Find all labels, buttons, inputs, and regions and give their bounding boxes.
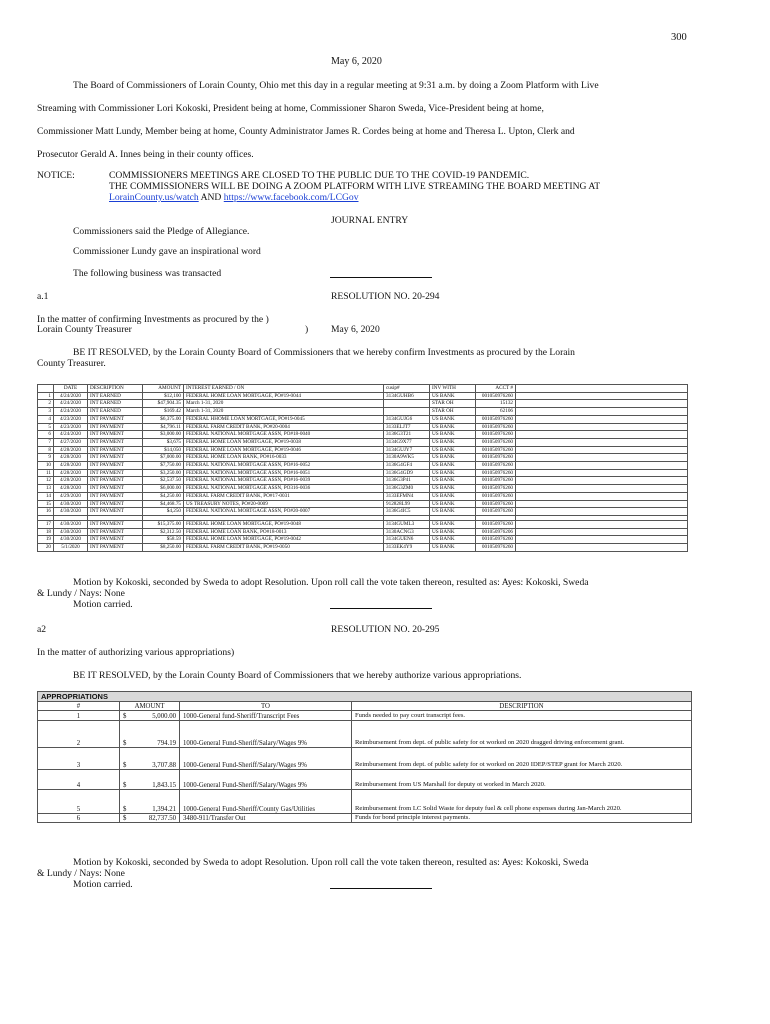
appropriation-to: 3480-911/Transfer Out xyxy=(180,814,352,823)
investments-cell: FEDERAL HOME LOAN MORTGAGE, PO#19-0048 xyxy=(184,520,384,528)
investments-cell: 3134G9X77 xyxy=(384,438,430,446)
appropriation-amount: 794.19 xyxy=(157,740,176,747)
res1-resolved-line-2: County Treasurer. xyxy=(37,358,106,369)
appropriation-description: Funds needed to pay court transcript fees. xyxy=(352,711,692,721)
investments-cell: 19 xyxy=(38,536,54,544)
business-line: The following business was transacted xyxy=(73,268,222,279)
investments-cell: 001050976260 xyxy=(476,544,516,552)
appropriation-dollar-sign: $ xyxy=(123,762,127,769)
investments-cell: 3136G4GF4 xyxy=(384,462,430,470)
investments-cell: FEDERAL HOME LOAN MORTGAGE, PO#19-0046 xyxy=(184,446,384,454)
investments-cell: INT PAYMENT xyxy=(88,528,143,536)
intro-line-3: Commissioner Matt Lundy, Member being at home, County Administrator James R. Cordes being at home and Theresa L. Upton, Clerk and xyxy=(37,126,575,137)
investments-cell: 3 xyxy=(38,408,54,416)
appropriation-amount-cell xyxy=(120,770,180,790)
investments-cell: FEDERAL FARM CREDIT BANK, PO#20-0004 xyxy=(184,423,384,431)
investments-spacer-cell xyxy=(516,385,688,393)
investments-cell: US BANK xyxy=(430,431,476,439)
investments-cell: $8,250.00 xyxy=(143,544,184,552)
investments-header-cell: DATE xyxy=(54,385,88,393)
investments-header-cell xyxy=(38,385,54,393)
investments-cell: 3130ACNG3 xyxy=(384,528,430,536)
investments-cell: 001050976260 xyxy=(476,536,516,544)
appropriation-description: Reimbursement from LC Solid Waste for deputy fuel & cell phone expenses during Jan-March 2020. xyxy=(352,790,692,814)
investments-cell: $3,675 xyxy=(143,438,184,446)
res1-matter-line-1: In the matter of confirming Investments as procured by the ) xyxy=(37,314,269,325)
investments-cell: INT PAYMENT xyxy=(88,446,143,454)
appropriation-amount-cell xyxy=(120,748,180,770)
res1-label: a.1 xyxy=(37,291,49,302)
appropriation-number: 5 xyxy=(38,790,120,814)
investments-cell: 912828L99 xyxy=(384,500,430,508)
res2-label: a2 xyxy=(37,624,47,635)
investments-cell: US BANK xyxy=(430,423,476,431)
investments-cell: FEDERAL NATIONAL MORTGAGE ASSN, PO316-0036 xyxy=(184,485,384,493)
investments-cell: US BANK xyxy=(430,536,476,544)
investments-cell: INT PAYMENT xyxy=(88,469,143,477)
investments-cell: FEDERAL HOME LOAN MORTGAGE, PO#19-0038 xyxy=(184,438,384,446)
investments-row xyxy=(38,446,688,454)
investments-cell: FEDERAL HHOME LOAN MORTGAGE, PO#19-0045 xyxy=(184,415,384,423)
investments-cell: US BANK xyxy=(430,454,476,462)
appropriation-dollar-sign: $ xyxy=(123,713,127,720)
investments-cell: 001050976260 xyxy=(476,520,516,528)
investments-cell: INT PAYMENT xyxy=(88,536,143,544)
investments-cell: INT PAYMENT xyxy=(88,485,143,493)
investments-spacer-cell xyxy=(516,446,688,454)
investments-cell: $169.42 xyxy=(143,408,184,416)
investments-spacer-cell xyxy=(516,392,688,400)
intro-line-2: Streaming with Commissioner Lori Kokoski, President being at home, Commissioner Sharon Sweda, Vice-President being at home, xyxy=(37,103,544,114)
investments-spacer-cell xyxy=(516,423,688,431)
investments-spacer-cell xyxy=(516,528,688,536)
investments-cell: 4/24/2020 xyxy=(54,408,88,416)
res2-number: RESOLUTION NO. 20-295 xyxy=(331,624,440,635)
notice-label: NOTICE: xyxy=(37,170,75,181)
investments-cell: INT PAYMENT xyxy=(88,462,143,470)
appropriation-dollar-sign: $ xyxy=(123,782,127,789)
signature-rule xyxy=(330,268,432,278)
investments-cell: 62106 xyxy=(476,408,516,416)
investments-row xyxy=(38,536,688,544)
investments-cell: US BANK xyxy=(430,392,476,400)
investments-cell: 4/24/2020 xyxy=(54,400,88,408)
appropriation-amount: 5,000.00 xyxy=(152,713,176,720)
res2-motion-line-1: Motion by Kokoski, seconded by Sweda to adopt Resolution. Upon roll call the vote taken thereon, resulted as: Ayes: Kokoski, Sweda xyxy=(73,857,589,868)
res1-motion-line-2: & Lundy / Nays: None xyxy=(37,588,125,599)
investments-cell: 4/24/2020 xyxy=(54,431,88,439)
investments-cell: FEDERAL HOME LOAN BANK, PO#16-0033 xyxy=(184,454,384,462)
investments-cell: INT PAYMENT xyxy=(88,500,143,508)
investments-cell: US BANK xyxy=(430,528,476,536)
investments-row xyxy=(38,400,688,408)
investments-cell: US BANK xyxy=(430,492,476,500)
investments-cell: $3,250.00 xyxy=(143,469,184,477)
facebook-link[interactable]: https://www.facebook.com/LCGov xyxy=(223,192,359,203)
investments-cell: 5 xyxy=(38,423,54,431)
investments-cell: FEDERAL FARM CREDIT BANK, PO#17-0031 xyxy=(184,492,384,500)
investments-row xyxy=(38,431,688,439)
investments-cell: INT PAYMENT xyxy=(88,492,143,500)
investments-cell: 3136G4IC5 xyxy=(384,508,430,516)
investments-row xyxy=(38,415,688,423)
res1-paren: ) xyxy=(305,324,309,335)
res2-motion-carried: Motion carried. xyxy=(73,879,133,890)
investments-row xyxy=(38,477,688,485)
investments-cell: $6,375.00 xyxy=(143,415,184,423)
investments-cell: 3136G3ZM0 xyxy=(384,485,430,493)
investments-header-cell: cusip# xyxy=(384,385,430,393)
appropriations-header-cell: AMOUNT xyxy=(120,702,180,711)
investments-cell: 001050976260 xyxy=(476,415,516,423)
investments-cell: INT PAYMENT xyxy=(88,454,143,462)
investments-cell: US BANK xyxy=(430,477,476,485)
investments-cell: 001050976260 xyxy=(476,500,516,508)
investments-cell: 3136G3T21 xyxy=(384,431,430,439)
watch-link[interactable]: LorainCounty.us/watch xyxy=(109,192,199,203)
investments-cell: $7,750.00 xyxy=(143,462,184,470)
investments-cell: 13 xyxy=(38,485,54,493)
investments-row xyxy=(38,492,688,500)
investments-row xyxy=(38,528,688,536)
appropriations-table xyxy=(37,691,692,823)
notice-and: AND xyxy=(198,192,224,203)
investments-cell: US BANK xyxy=(430,508,476,516)
investments-cell: 001050976260 xyxy=(476,485,516,493)
investments-cell: 12 xyxy=(38,477,54,485)
appropriation-amount: 82,737.50 xyxy=(148,815,176,822)
investments-spacer-cell xyxy=(516,415,688,423)
investments-cell: FEDERAL NATIONAL MORTGAGE ASSN, PO#16-0052 xyxy=(184,462,384,470)
investments-cell: FEDERAL NATIONAL MORTGAGE ASSN, PO#16-0039 xyxy=(184,477,384,485)
investments-cell: March 1-31, 2020 xyxy=(184,400,384,408)
investments-cell: US BANK xyxy=(430,446,476,454)
investments-cell: $4,796.11 xyxy=(143,423,184,431)
investments-row xyxy=(38,423,688,431)
investments-cell: 4/29/2020 xyxy=(54,492,88,500)
investments-cell: 4/28/2020 xyxy=(54,446,88,454)
intro-line-1: The Board of Commissioners of Lorain County, Ohio met this day in a regular meeting at 9:31 a.m. by doing a Zoom Platform with Live xyxy=(73,80,599,91)
investments-cell: 4/28/2020 xyxy=(54,454,88,462)
investments-header-cell: ACCT # xyxy=(476,385,516,393)
investments-spacer-cell xyxy=(516,536,688,544)
investments-spacer-cell xyxy=(516,400,688,408)
investments-row xyxy=(38,462,688,470)
investments-row xyxy=(38,500,688,508)
res1-number: RESOLUTION NO. 20-294 xyxy=(331,291,440,302)
investments-spacer-cell xyxy=(516,454,688,462)
investments-cell: 001050976260 xyxy=(476,508,516,516)
appropriation-amount: 3,707.88 xyxy=(152,762,176,769)
investments-cell: 5/1/2020 xyxy=(54,544,88,552)
investments-row xyxy=(38,454,688,462)
investments-cell: 7 xyxy=(38,438,54,446)
investments-cell: US BANK xyxy=(430,438,476,446)
investments-row xyxy=(38,438,688,446)
investments-cell: 15 xyxy=(38,500,54,508)
investments-cell: 17 xyxy=(38,520,54,528)
intro-line-4: Prosecutor Gerald A. Innes being in their county offices. xyxy=(37,149,254,160)
appropriations-header-cell: # xyxy=(38,702,120,711)
investments-cell: 4/30/2020 xyxy=(54,520,88,528)
investments-header-cell: AMOUNT xyxy=(143,385,184,393)
investments-cell: 001050976260 xyxy=(476,492,516,500)
investments-cell: INT PAYMENT xyxy=(88,415,143,423)
investments-cell: 1 xyxy=(38,392,54,400)
investments-cell: 4/28/2020 xyxy=(54,485,88,493)
appropriation-number: 1 xyxy=(38,711,120,721)
appropriations-header-cell: DESCRIPTION xyxy=(352,702,692,711)
pledge-line: Commissioners said the Pledge of Allegiance. xyxy=(73,226,250,237)
investments-cell: 001050976260 xyxy=(476,392,516,400)
investments-spacer-cell xyxy=(516,477,688,485)
investments-cell: FEDERAL FARM CREDIT BANK, PO#19-0050 xyxy=(184,544,384,552)
investments-cell: 3134GUML3 xyxy=(384,520,430,528)
investments-cell: INT PAYMENT xyxy=(88,423,143,431)
investments-row xyxy=(38,392,688,400)
investments-cell: US BANK xyxy=(430,469,476,477)
investments-row xyxy=(38,544,688,552)
res1-matter-line-2: Lorain County Treasurer xyxy=(37,324,132,335)
investments-cell: 2 xyxy=(38,400,54,408)
investments-cell: 3136G4GD9 xyxy=(384,469,430,477)
investments-cell: FEDERAL NATIONAL MORTGAGE ASSN, PO#16-0051 xyxy=(184,469,384,477)
appropriations-row xyxy=(38,814,692,823)
appropriations-row xyxy=(38,748,692,770)
investments-spacer-cell xyxy=(516,469,688,477)
appropriations-row xyxy=(38,721,692,748)
investments-cell: 4/30/2020 xyxy=(54,536,88,544)
investments-cell: FEDERAL NATIONAL MORTGAGE ASSN, PO#18-0040 xyxy=(184,431,384,439)
investments-cell: FEDERAL HOME LOAN MORTGAGE, PO#19-0042 xyxy=(184,536,384,544)
res1-signature-rule xyxy=(330,599,432,609)
investments-cell: 4/27/2020 xyxy=(54,438,88,446)
meeting-date: May 6, 2020 xyxy=(331,56,382,67)
appropriation-amount: 1,843.15 xyxy=(152,782,176,789)
investments-cell: US BANK xyxy=(430,485,476,493)
investments-cell: $47,904.35 xyxy=(143,400,184,408)
appropriations-row xyxy=(38,770,692,790)
investments-cell: 4/30/2020 xyxy=(54,528,88,536)
investments-cell: 4/28/2020 xyxy=(54,462,88,470)
investments-cell: US BANK xyxy=(430,415,476,423)
appropriation-number: 4 xyxy=(38,770,120,790)
investments-header-cell: INV WITH xyxy=(430,385,476,393)
investments-cell: FEDERAL NATIONAL MORTGAGE ASSN, PO#20-0007 xyxy=(184,508,384,516)
investments-cell: INT PAYMENT xyxy=(88,438,143,446)
investments-spacer-cell xyxy=(516,462,688,470)
investments-cell: 3133EFMN4 xyxy=(384,492,430,500)
investments-cell: 001050976260 xyxy=(476,462,516,470)
investments-cell: INT PAYMENT xyxy=(88,477,143,485)
investments-cell: 001050976260 xyxy=(476,431,516,439)
investments-spacer-cell xyxy=(516,431,688,439)
investments-cell: US TREASURY NOTES, PO#20-0009 xyxy=(184,500,384,508)
investments-cell: 18 xyxy=(38,528,54,536)
investments-cell: 15132 xyxy=(476,400,516,408)
investments-cell: 4/23/2020 xyxy=(54,415,88,423)
investments-cell: 3134GUHB6 xyxy=(384,392,430,400)
investments-cell: 3134GUJG6 xyxy=(384,415,430,423)
appropriation-number: 6 xyxy=(38,814,120,823)
investments-cell: $14,050 xyxy=(143,446,184,454)
appropriations-header-cell: TO xyxy=(180,702,352,711)
investments-cell: INT EARNED xyxy=(88,392,143,400)
appropriation-description: Reimbursement from dept. of public safety for ot worked on 2020 dragged driving enforcement grant. xyxy=(352,721,692,748)
res1-motion-carried: Motion carried. xyxy=(73,599,133,610)
investments-cell: $12,100 xyxy=(143,392,184,400)
investments-row xyxy=(38,408,688,416)
notice-links xyxy=(109,192,359,203)
appropriation-to: 1000-General fund-Sheriff/Transcript Fees xyxy=(180,711,352,721)
investments-cell: 001050976260 xyxy=(476,477,516,485)
investments-cell: $2,537.50 xyxy=(143,477,184,485)
investments-cell: 10 xyxy=(38,462,54,470)
investments-row xyxy=(38,485,688,493)
investments-cell: 4/30/2020 xyxy=(54,500,88,508)
investments-cell: 16 xyxy=(38,508,54,516)
investments-cell: 4/28/2020 xyxy=(54,477,88,485)
investments-cell: INT PAYMENT xyxy=(88,544,143,552)
investments-cell: $4,468.75 xyxy=(143,500,184,508)
appropriation-dollar-sign: $ xyxy=(123,806,127,813)
investments-cell xyxy=(384,408,430,416)
appropriation-amount-cell xyxy=(120,790,180,814)
investments-cell: US BANK xyxy=(430,544,476,552)
investments-spacer-cell xyxy=(516,520,688,528)
investments-cell: $6,000.00 xyxy=(143,485,184,493)
appropriations-row xyxy=(38,711,692,721)
appropriation-number: 3 xyxy=(38,748,120,770)
investments-cell: INT PAYMENT xyxy=(88,431,143,439)
investments-header-cell: INTEREST EARNED / ON xyxy=(184,385,384,393)
appropriation-to: 1000-General Fund-Sheriff/Salary/Wages 9% xyxy=(180,770,352,790)
investments-cell: $2,312.50 xyxy=(143,528,184,536)
investments-header-cell: DESCRIPTION xyxy=(88,385,143,393)
appropriation-number: 2 xyxy=(38,721,120,748)
appropriation-description: Reimbursement from dept. of public safety for ot worked on 2020 IDEP/STEP grant for March 2020. xyxy=(352,748,692,770)
investments-cell: $4,250.00 xyxy=(143,492,184,500)
investments-header-row xyxy=(38,385,688,393)
investments-cell: 3134GUEN6 xyxy=(384,536,430,544)
appropriation-amount: 1,394.21 xyxy=(152,806,176,813)
page-number: 300 xyxy=(671,32,687,43)
appropriation-amount-cell xyxy=(120,721,180,748)
investments-cell: INT EARNED xyxy=(88,400,143,408)
investments-cell: INT PAYMENT xyxy=(88,508,143,516)
notice-line-1: COMMISSIONERS MEETINGS ARE CLOSED TO THE PUBLIC DUE TO THE COVID-19 PANDEMIC. xyxy=(109,170,530,181)
investments-cell: 3134GUJY7 xyxy=(384,446,430,454)
inspirational-line: Commissioner Lundy gave an inspirational word xyxy=(73,246,261,257)
investments-cell: 4/28/2020 xyxy=(54,469,88,477)
appropriation-description: Reimbursement from US Marshall for deputy ot worked in March 2020. xyxy=(352,770,692,790)
investments-spacer-cell xyxy=(516,492,688,500)
investments-cell: 3133EK4Y9 xyxy=(384,544,430,552)
investments-cell: $3,000.00 xyxy=(143,431,184,439)
investments-cell: 001050976260 xyxy=(476,446,516,454)
investments-row xyxy=(38,508,688,516)
appropriation-to: 1000-General Fund-Sheriff/Salary/Wages 9% xyxy=(180,721,352,748)
investments-cell: 4/30/2020 xyxy=(54,508,88,516)
investments-cell: 20 xyxy=(38,544,54,552)
appropriation-description: Funds for bond principle interest payments. xyxy=(352,814,692,823)
investments-row xyxy=(38,520,688,528)
res2-matter: In the matter of authorizing various appropriations) xyxy=(37,647,235,658)
res1-motion-line-1: Motion by Kokoski, seconded by Sweda to adopt Resolution. Upon roll call the vote taken thereon, resulted as: Ayes: Kokoski, Sweda xyxy=(73,577,589,588)
investments-cell: 6 xyxy=(38,431,54,439)
investments-spacer-cell xyxy=(516,508,688,516)
appropriation-amount-cell xyxy=(120,814,180,823)
appropriation-dollar-sign: $ xyxy=(123,740,127,747)
appropriations-row xyxy=(38,790,692,814)
investments-row xyxy=(38,469,688,477)
investments-cell: 3130A9WK5 xyxy=(384,454,430,462)
appropriation-to: 1000-General Fund-Sheriff/Salary/Wages 9% xyxy=(180,748,352,770)
investments-cell: $4,250 xyxy=(143,508,184,516)
appropriations-header-row xyxy=(38,702,692,711)
investments-cell: INT EARNED xyxy=(88,408,143,416)
appropriation-dollar-sign: $ xyxy=(123,815,127,822)
investments-cell: 4/24/2020 xyxy=(54,392,88,400)
investments-spacer-cell xyxy=(516,485,688,493)
investments-cell: March 1-31, 2020 xyxy=(184,408,384,416)
notice-line-2: THE COMMISSIONERS WILL BE DOING A ZOOM PLATFORM WITH LIVE STREAMING THE BOARD MEETING AT xyxy=(109,181,601,192)
investments-cell: US BANK xyxy=(430,500,476,508)
investments-spacer-cell xyxy=(516,438,688,446)
investments-cell: $7,000.00 xyxy=(143,454,184,462)
investments-cell: 001050976206 xyxy=(476,528,516,536)
investments-cell: 001050976260 xyxy=(476,454,516,462)
investments-spacer-cell xyxy=(516,408,688,416)
investments-cell: 8 xyxy=(38,446,54,454)
investments-cell: 9 xyxy=(38,454,54,462)
investments-cell: 001050976260 xyxy=(476,469,516,477)
investments-cell: 4/23/2020 xyxy=(54,423,88,431)
investments-spacer-cell xyxy=(516,544,688,552)
res2-motion-line-2: & Lundy / Nays: None xyxy=(37,868,125,879)
investments-table xyxy=(37,384,688,552)
investments-cell: STAR OH xyxy=(430,400,476,408)
investments-cell: FEDERAL HOME LOAN BANK, PO#18-0013 xyxy=(184,528,384,536)
investments-cell: 001050976260 xyxy=(476,423,516,431)
appropriations-title: APPROPRIATIONS xyxy=(38,692,692,702)
investments-cell: 4 xyxy=(38,415,54,423)
res2-signature-rule xyxy=(330,879,432,889)
investments-cell: $58.59 xyxy=(143,536,184,544)
investments-cell: US BANK xyxy=(430,462,476,470)
investments-cell: $15,375.00 xyxy=(143,520,184,528)
investments-cell xyxy=(384,400,430,408)
investments-cell: STAR OH xyxy=(430,408,476,416)
res2-resolved: BE IT RESOLVED, by the Lorain County Board of Commissioners that we hereby authorize various appropriations. xyxy=(73,670,522,681)
investments-cell: US BANK xyxy=(430,520,476,528)
res1-date: May 6, 2020 xyxy=(331,324,380,335)
investments-spacer-cell xyxy=(516,500,688,508)
investments-cell: 11 xyxy=(38,469,54,477)
journal-entry-heading: JOURNAL ENTRY xyxy=(331,215,409,226)
investments-cell: 3136G3P41 xyxy=(384,477,430,485)
appropriation-amount-cell xyxy=(120,711,180,721)
investments-cell: INT PAYMENT xyxy=(88,520,143,528)
appropriation-to: 1000-General Fund-Sheriff/County Gas/Utilities xyxy=(180,790,352,814)
investments-cell: 001050976260 xyxy=(476,438,516,446)
investments-cell: 14 xyxy=(38,492,54,500)
investments-cell: FEDERAL HOME LOAN MORTGAGE, PO#19-0044 xyxy=(184,392,384,400)
investments-cell: 3133ELJT7 xyxy=(384,423,430,431)
res1-resolved-line-1: BE IT RESOLVED, by the Lorain County Board of Commissioners that we hereby confirm Investments as procured by the Lorain xyxy=(73,347,575,358)
